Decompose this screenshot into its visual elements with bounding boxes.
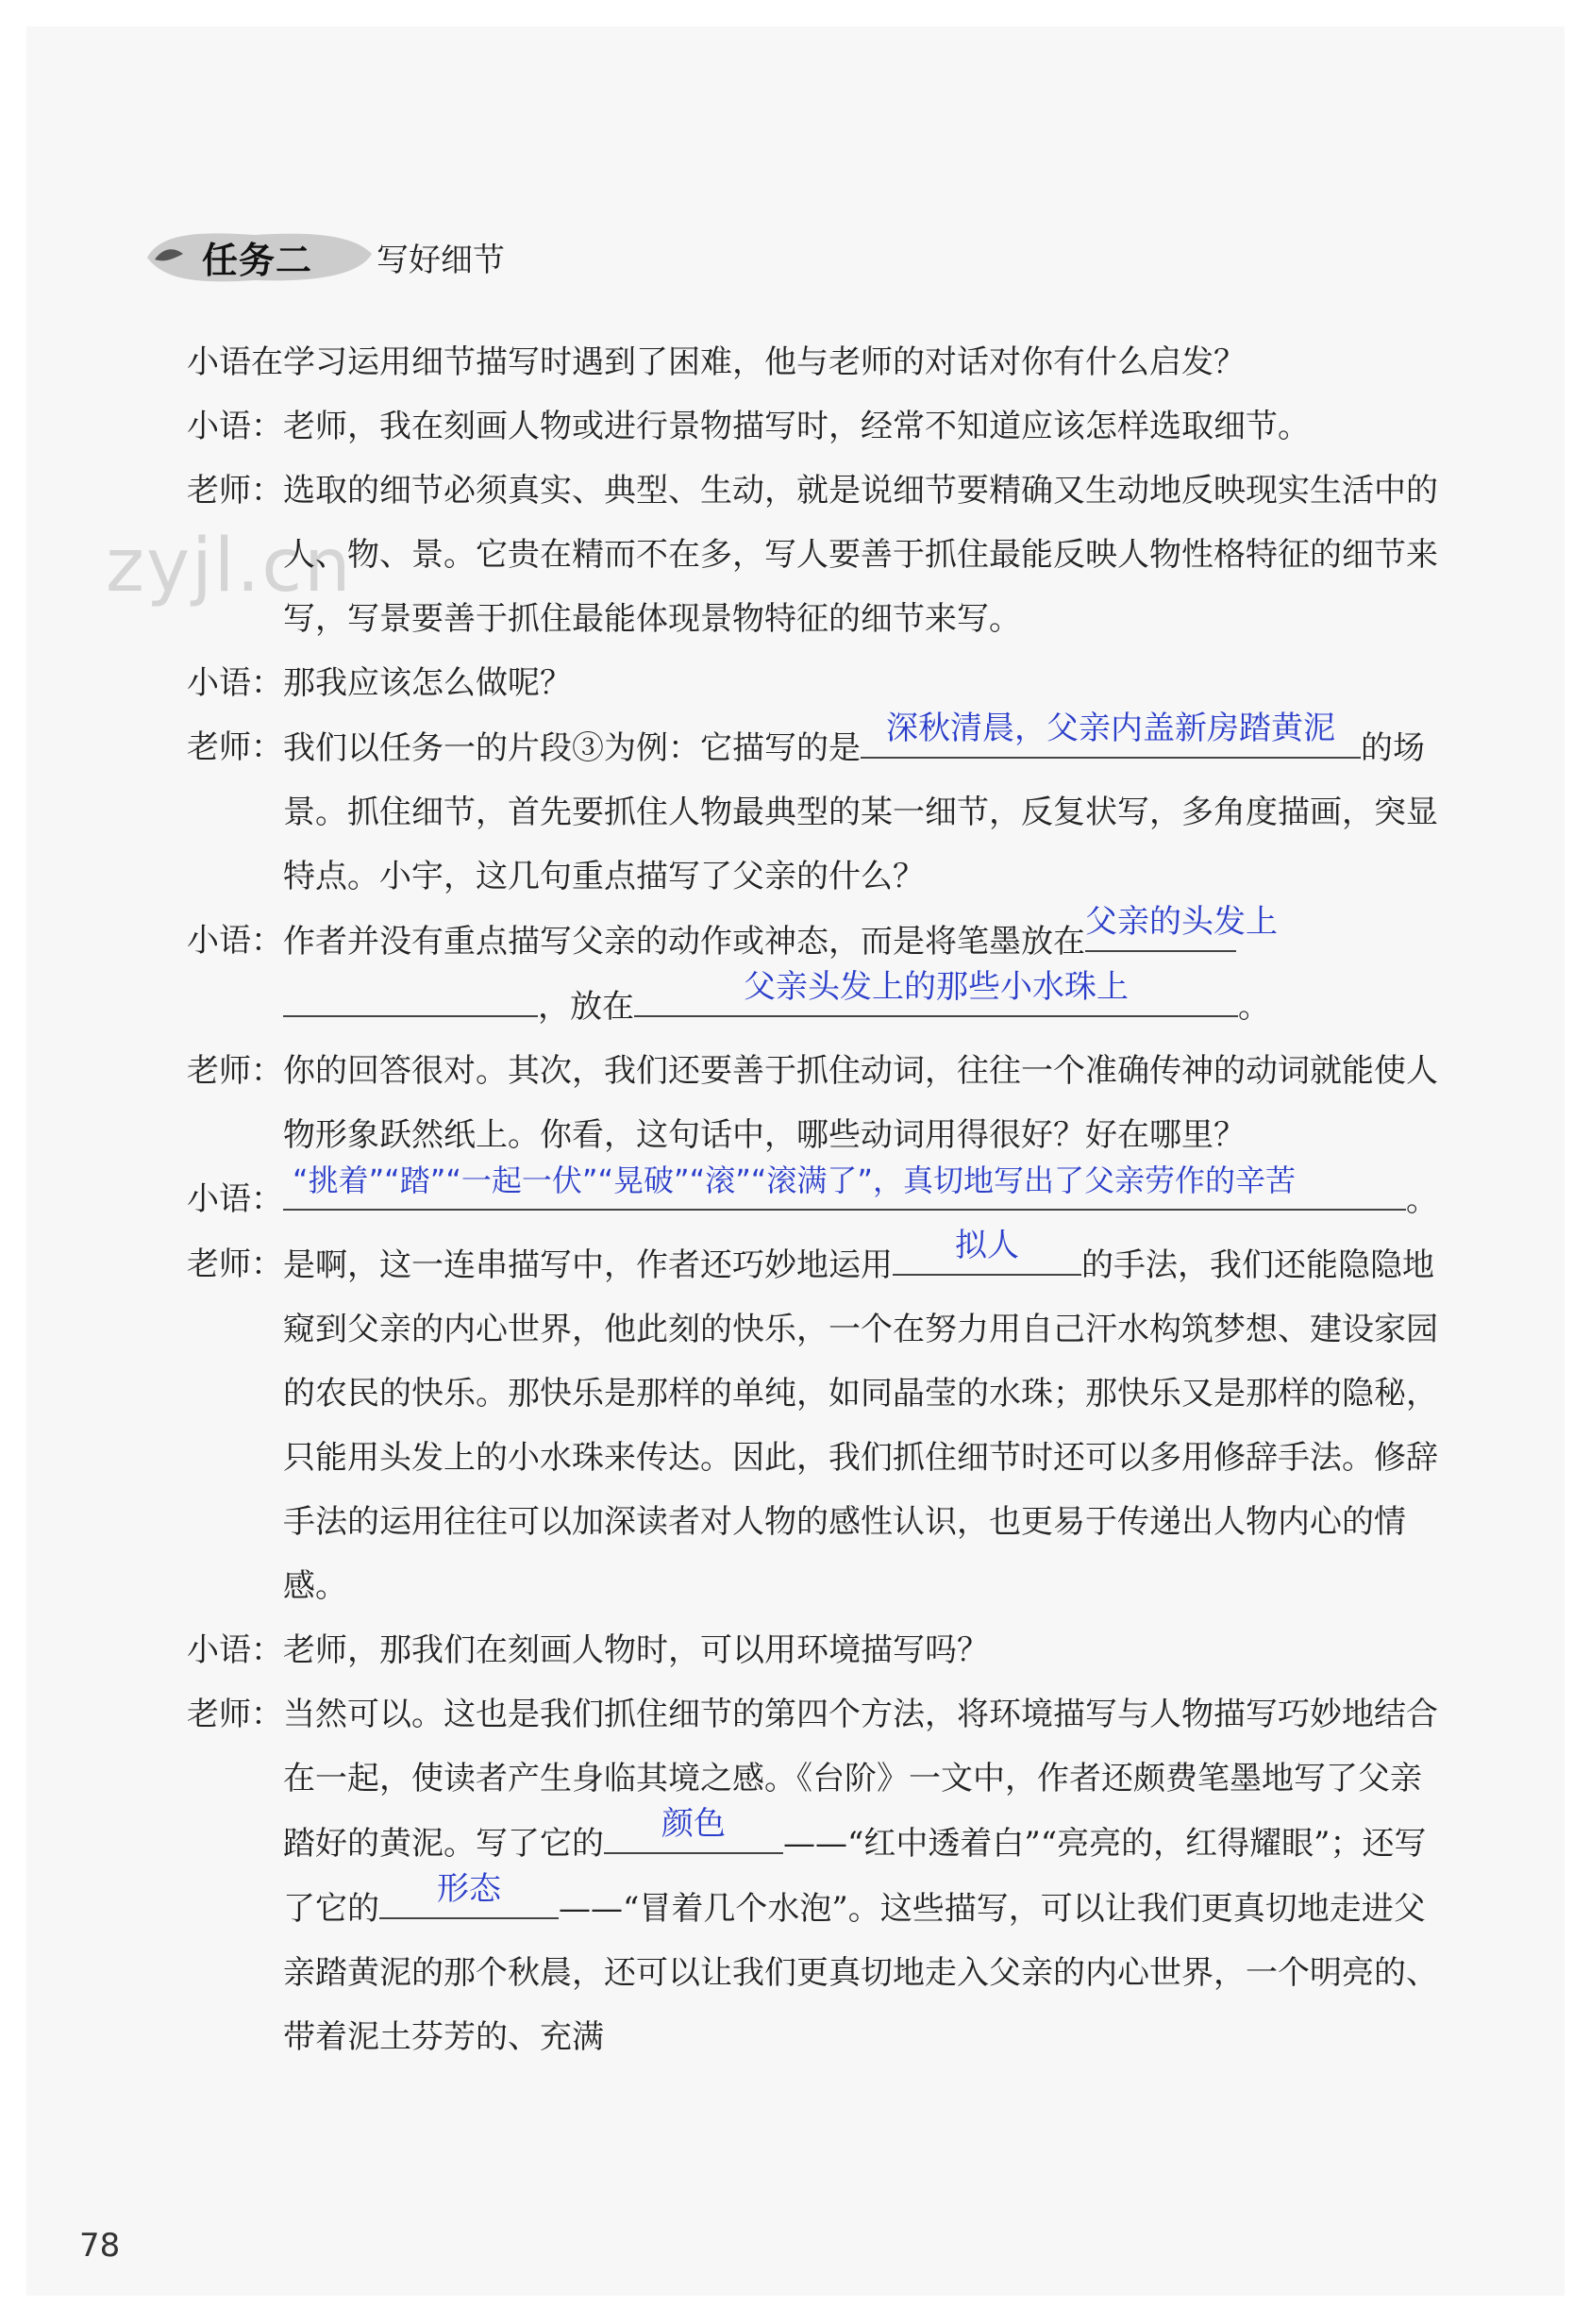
text-segment: ，放在	[538, 988, 634, 1026]
answer-blank-6[interactable]	[604, 1805, 783, 1854]
speaker-student: 小语：	[187, 922, 283, 960]
text-segment: ——“冒着几个水泡”。这些描写，可以让我们更真切地走进父亲踏黄泥的那个秋晨，还可以让我们更真切地走入父亲的内心世界，一个明亮的、带着泥土芬芳的、充满	[283, 1890, 1438, 2056]
task-label: 任务二	[202, 239, 313, 281]
dialogue-line	[187, 1618, 1442, 1682]
dialogue-line	[187, 1227, 1442, 1618]
dialogue-line	[187, 459, 1442, 651]
text-segment: 是啊，这一连串描写中，作者还巧妙地运用	[283, 1246, 893, 1284]
dialogue-text: 老师，那我们在刻画人物时，可以用环境描写吗？	[283, 1631, 989, 1669]
speaker-student: 小语：	[187, 408, 283, 445]
answer-3: 父亲头发上的那些小水珠上	[744, 968, 1129, 1006]
answer-blank-5[interactable]	[893, 1227, 1081, 1276]
answer-2: 父亲的头发上	[1085, 903, 1278, 941]
task-header	[142, 219, 505, 294]
speaker-teacher: 老师：	[187, 728, 283, 766]
answer-4: “挑着”“踏”“一起一伏”“晃破”“滚”“滚满了”，真切地写出了父亲劳作的辛苦	[293, 1162, 1296, 1198]
speaker-student: 小语：	[187, 1631, 283, 1669]
answer-blank-2[interactable]	[1085, 903, 1278, 952]
text-segment: 的场景。抓住细节，首先要抓住人物最典型的某一细节，反复状写，多角度描画，突显特点。小宇，这几句重点描写了父亲的什么？	[283, 729, 1438, 895]
text-segment: 。	[1406, 1181, 1438, 1219]
answer-blank-7[interactable]	[379, 1870, 559, 1919]
speaker-student: 小语：	[187, 664, 283, 702]
dialogue-line	[187, 651, 1442, 715]
dialogue-line	[187, 1682, 1442, 2069]
dialogue-line	[187, 710, 1442, 909]
dialogue-line	[187, 903, 1442, 1039]
text-segment: 的手法，我们还能隐隐地窥到父亲的内心世界，他此刻的快乐，一个在努力用自己汗水构筑梦想、建设家园的农民的快乐。那快乐是那样的单纯，如同晶莹的水珠；那快乐又是那样的隐秘，只能用头发上的小水珠来传达。因此，我们抓住细节时还可以多用修辞手法。修辞手法的运用往往可以加深读者对人物的感性认识，也更易于传递出人物内心的情感。	[283, 1246, 1438, 1605]
dialogue-content	[187, 330, 1442, 2069]
dialogue-text: 老师，我在刻画人物或进行景物描写时，经常不知道应该怎样选取细节。	[283, 408, 1310, 445]
dialogue-text: 你的回答很对。其次，我们还要善于抓住动词，往往一个准确传神的动词就能使人物形象跃然纸上。你看，这句话中，哪些动词用得很好？好在哪里？	[283, 1052, 1438, 1154]
answer-1: 深秋清晨，父亲内盖新房踏黄泥	[886, 710, 1335, 747]
speaker-student: 小语：	[187, 1180, 283, 1218]
task-badge	[142, 226, 360, 288]
dialogue-text	[283, 1162, 1442, 1232]
dialogue-text	[283, 1682, 1442, 2069]
text-segment: 。	[1238, 988, 1270, 1026]
dialogue-text: 那我应该怎么做呢？	[283, 664, 572, 702]
dialogue-line	[187, 394, 1442, 459]
answer-blank-2-cont[interactable]	[283, 974, 538, 1017]
speaker-teacher: 老师：	[187, 472, 283, 510]
text-segment: 我们以任务一的片段③为例：它描写的是	[283, 729, 861, 767]
watermark: zyjl.cn	[106, 524, 353, 609]
answer-blank-4[interactable]	[283, 1162, 1406, 1211]
answer-6: 颜色	[661, 1805, 726, 1843]
text-segment: 当然可以。这也是我们抓住细节的第四个方法，将环境描写与人物描写巧妙地结合在一起，使读者产生身临其境之感。《台阶》一文中，作者还颇费笔墨地写了父亲踏好的黄泥。写了它的	[283, 1696, 1438, 1863]
dialogue-text: 选取的细节必须真实、典型、生动，就是说细节要精确又生动地反映现实生活中的人、物、景。它贵在精而不在多，写人要善于抓住最能反映人物性格特征的细节来写，写景要善于抓住最能体现景物特征的细节来写。	[283, 472, 1438, 638]
speaker-teacher: 老师：	[187, 1696, 283, 1733]
speaker-teacher: 老师：	[187, 1246, 283, 1283]
task-title: 写好细节	[377, 241, 506, 279]
dialogue-line	[187, 1039, 1442, 1167]
intro-question: 小语在学习运用细节描写时遇到了困难，他与老师的对话对你有什么启发？	[187, 343, 1246, 381]
dialogue-line	[187, 1162, 1442, 1232]
answer-blank-3[interactable]	[634, 968, 1238, 1017]
page-number: 78	[79, 2227, 121, 2265]
dialogue-text	[283, 710, 1442, 909]
dialogue-text	[283, 903, 1442, 1039]
speaker-teacher: 老师：	[187, 1052, 283, 1090]
answer-5: 拟人	[955, 1227, 1019, 1264]
text-segment: ——“红中透着白”“亮亮的，红得耀眼”；还写了它的	[283, 1825, 1427, 1928]
text-segment: 作者并没有重点描写父亲的动作或神态，而是将笔墨放在	[283, 923, 1085, 961]
answer-7: 形态	[437, 1870, 501, 1908]
dialogue-text	[283, 1227, 1442, 1618]
answer-blank-1[interactable]	[861, 710, 1361, 759]
